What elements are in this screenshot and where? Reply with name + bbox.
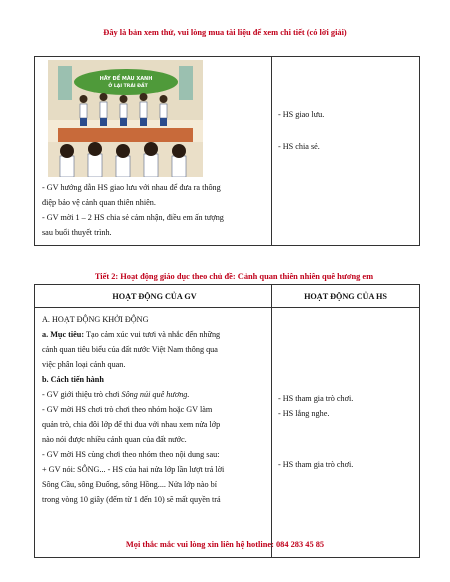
step-line: - GV mời HS cùng chơi theo nhóm theo nội dung sau:	[42, 450, 220, 459]
gv-line: - GV mời 1 – 2 HS chia sẻ cảm nhận, điều em ấn tượng	[42, 213, 224, 222]
step-line: - GV mời HS chơi trò chơi theo nhóm hoặc GV làm	[42, 405, 213, 414]
objective-line: cảnh quan tiêu biểu của đất nước Việt Nam thông qua	[42, 345, 218, 354]
step-line: quản trò, chia đôi lớp để thi đua với nhau xem nửa lớp	[42, 420, 221, 429]
step-line: trong vòng 10 giây (đếm từ 1 đến 10) sẽ mất quyền trả	[42, 495, 221, 504]
activity-table-main	[34, 284, 420, 558]
step-line: + GV nói: SÔNG... - HS của hai nửa lớp lần lượt trả lời	[42, 465, 225, 474]
hs-line: - HS chia sẻ.	[278, 142, 320, 151]
hs-line: - HS giao lưu.	[278, 110, 325, 119]
hs-cell	[272, 57, 420, 246]
column-header-hs: HOẠT ĐỘNG CỦA HS	[272, 285, 420, 308]
gv-cell	[35, 308, 272, 558]
game-name: Sông núi quê hương.	[121, 390, 190, 399]
step-text: - GV giới thiệu trò chơi	[42, 390, 122, 399]
gv-line: - GV hướng dẫn HS giao lưu với nhau để đưa ra thông	[42, 183, 221, 192]
preview-banner: Đây là bản xem thử, vui lòng mua tài liệu để xem chi tiết (có lời giải)	[103, 28, 347, 37]
section-title: A. HOẠT ĐỘNG KHỞI ĐỘNG	[42, 315, 149, 324]
objective-line: việc phân loại cảnh quan.	[42, 360, 126, 369]
step-line: Sông Cầu, sông Đuống, sông Hồng.... Nửa lớp nào bí	[42, 480, 218, 489]
illustration-banner-line2: Ở LẠI TRÁI ĐẤT	[108, 84, 148, 89]
hs-line: - HS lắng nghe.	[278, 409, 330, 418]
hs-line: - HS tham gia trò chơi.	[278, 460, 354, 469]
hs-line: - HS tham gia trò chơi.	[278, 394, 354, 403]
objective-label: a. Mục tiêu:	[42, 330, 85, 339]
activity-table-top	[34, 56, 420, 246]
hotline-footer: Mọi thắc mắc vui lòng xin liên hệ hotline: 084 283 45 85	[125, 540, 325, 549]
step-line	[42, 387, 267, 402]
column-header-gv: HOẠT ĐỘNG CỦA GV	[35, 285, 272, 308]
objective-line	[42, 327, 267, 342]
step-line: nào nói được nhiều cảnh quan của đất nước.	[42, 435, 187, 444]
lesson-subtitle: Tiết 2: Hoạt động giáo dục theo chủ đề: Cảnh quan thiên nhiên quê hương em	[94, 272, 374, 281]
illustration-banner-line1: HÃY ĐỂ MÀU XANH	[99, 76, 153, 82]
hs-cell	[272, 308, 420, 558]
gv-line: điệp bảo vệ cảnh quan thiên nhiên.	[42, 198, 156, 207]
gv-cell	[35, 57, 272, 246]
objective-text: Tạo cảm xúc vui tươi và nhắc đến những	[84, 330, 221, 339]
procedure-heading: b. Cách tiến hành	[42, 375, 104, 384]
students-stage-illustration	[48, 60, 203, 177]
gv-line: sau buổi thuyết trình.	[42, 228, 112, 237]
